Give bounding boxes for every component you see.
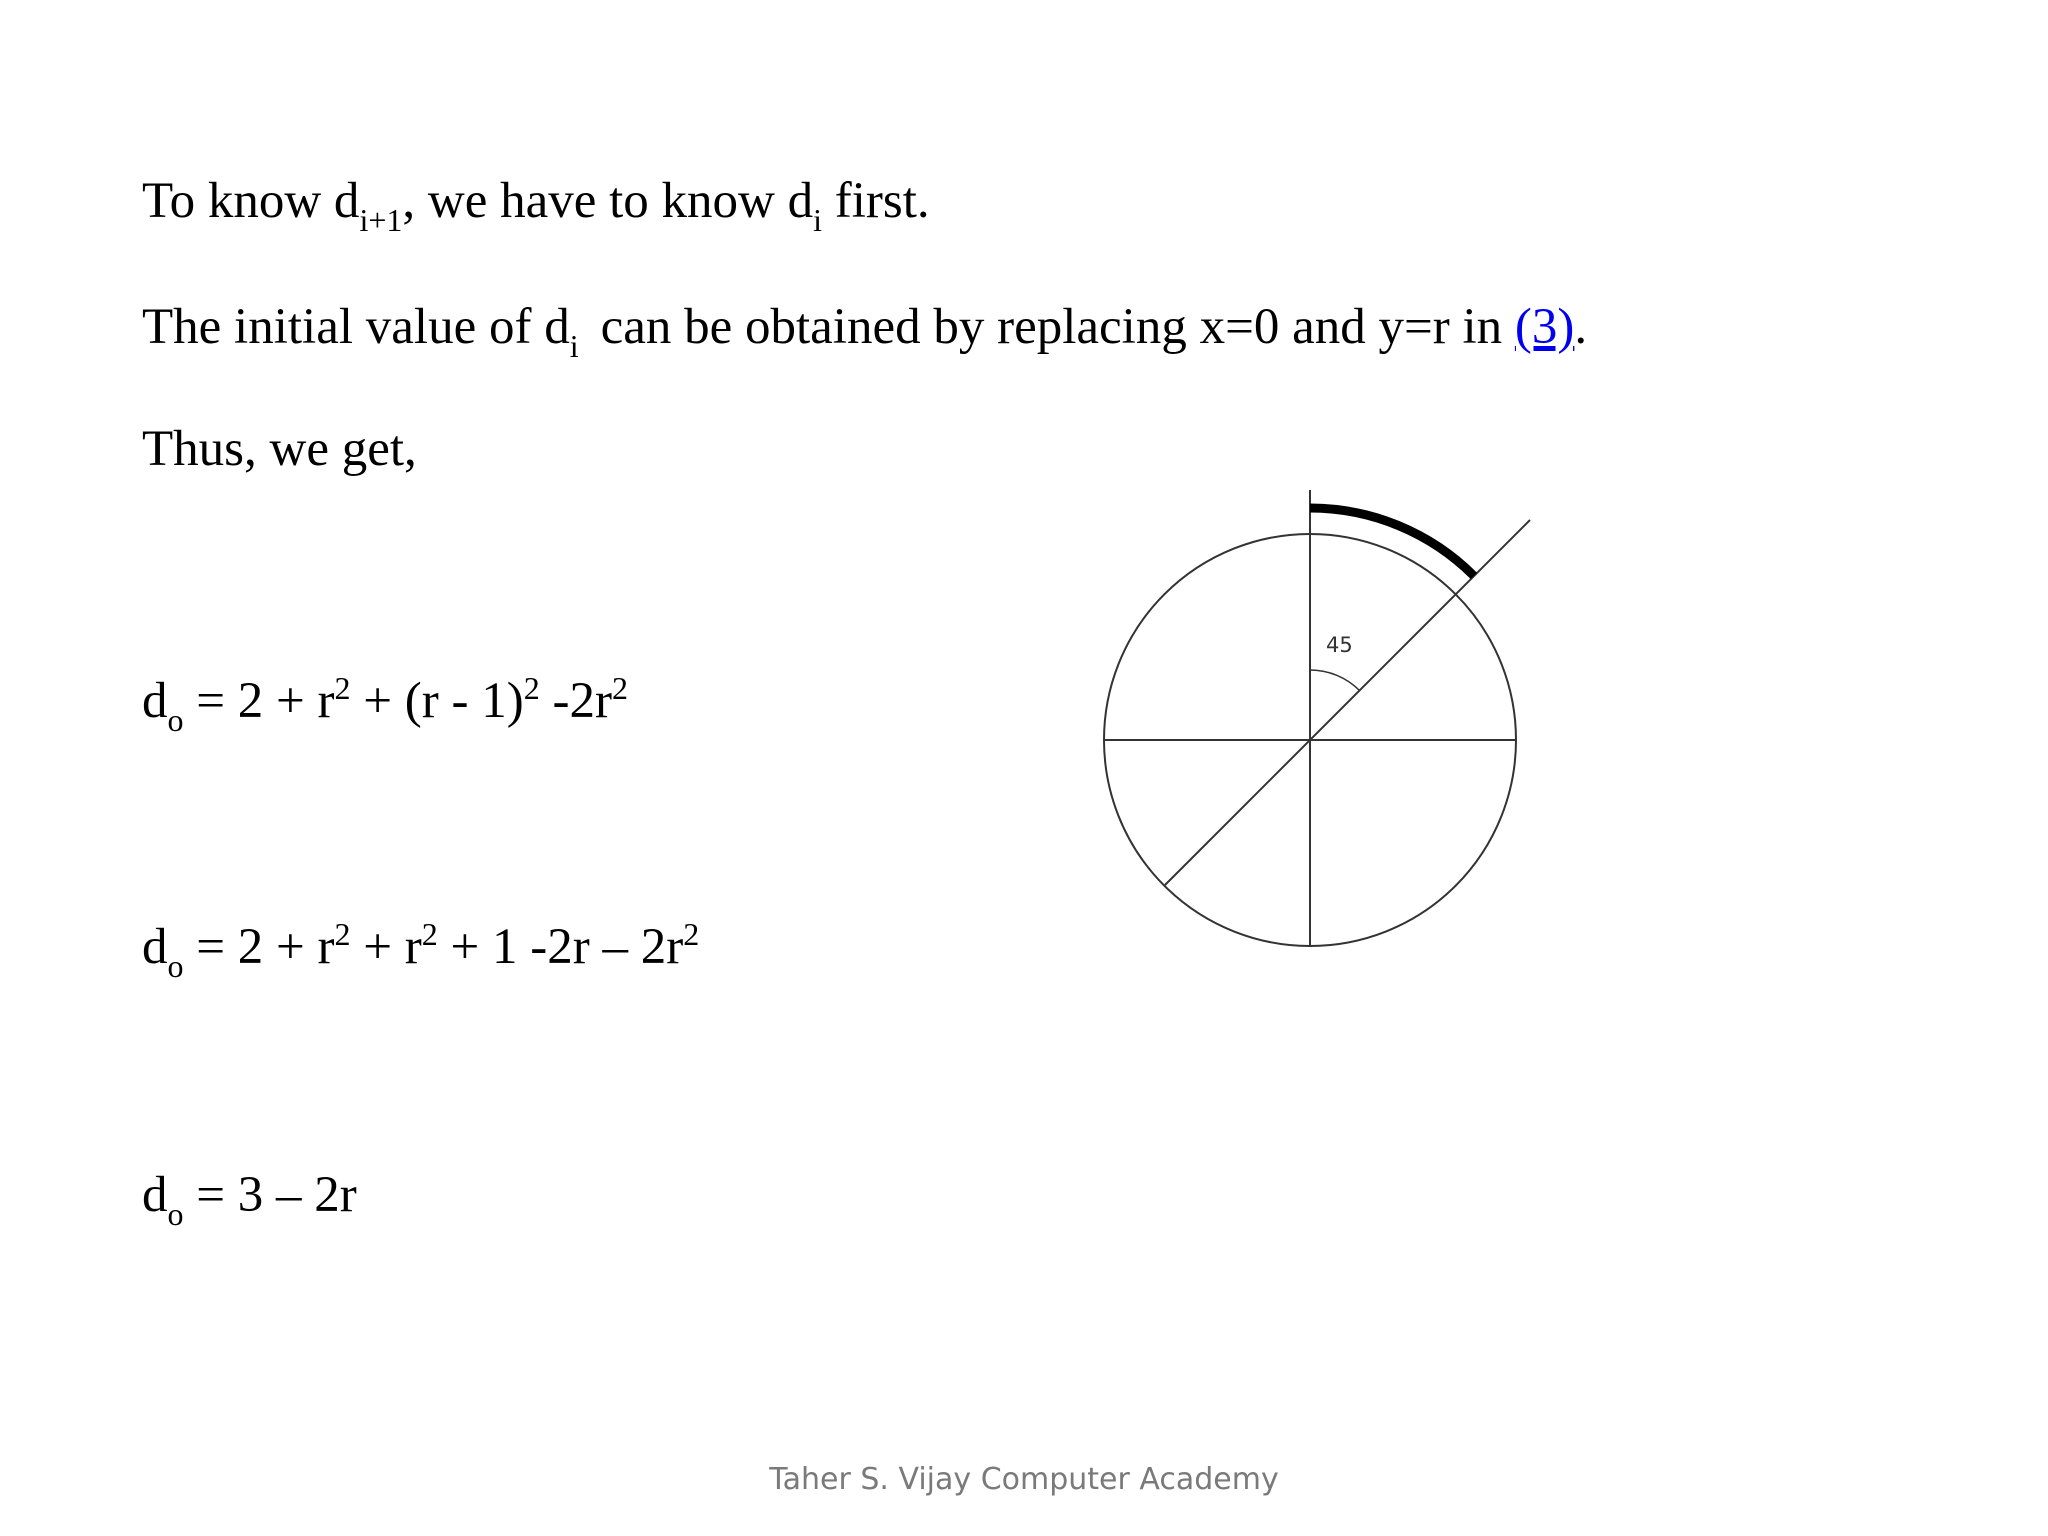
circle-octant-diagram <box>1090 480 1570 960</box>
superscript: 2 <box>523 670 540 706</box>
equation-3 <box>142 1167 357 1232</box>
equation-2 <box>142 916 700 984</box>
subscript: i <box>569 328 579 364</box>
subscript: o <box>167 702 184 738</box>
expr-fragment: = 2 + r <box>183 919 335 975</box>
subscript: o <box>167 1196 184 1232</box>
expr-fragment: + (r - 1) <box>350 673 524 729</box>
text-line-know-di <box>142 173 930 238</box>
text-fragment: first. <box>822 173 930 229</box>
superscript: 2 <box>683 916 700 952</box>
variable-d: d <box>142 1167 168 1223</box>
text-fragment: To know d <box>142 173 360 229</box>
subscript: i+1 <box>359 202 403 238</box>
text-fragment: The initial value of d <box>142 299 570 355</box>
text-fragment: . <box>1574 299 1588 355</box>
expr-fragment: + r <box>350 919 422 975</box>
equation-1 <box>142 670 628 738</box>
subscript: o <box>167 948 184 984</box>
variable-d: d <box>142 673 168 729</box>
superscript: 2 <box>421 916 438 952</box>
octant-arc <box>1310 508 1474 576</box>
text-fragment: can be obtained by replacing x=0 and y=r in <box>600 299 1515 355</box>
subscript: i <box>813 202 823 238</box>
superscript: 2 <box>334 916 351 952</box>
angle-arc <box>1310 670 1360 691</box>
expr-fragment: = 3 – 2r <box>183 1167 357 1223</box>
text-line-initial-value <box>142 299 1588 364</box>
expr-fragment: = 2 + r <box>183 673 335 729</box>
superscript: 2 <box>334 670 351 706</box>
equation-3-link[interactable]: (3) <box>1514 299 1575 355</box>
text-fragment: , we have to know d <box>402 173 814 229</box>
superscript: 2 <box>611 670 628 706</box>
variable-d: d <box>142 919 168 975</box>
footer-credit: Taher S. Vijay Computer Academy <box>769 1462 1279 1497</box>
expr-fragment: + 1 -2r – 2r <box>437 919 684 975</box>
text-line-thus: Thus, we get, <box>142 421 417 477</box>
angle-label: 45 <box>1326 633 1353 657</box>
expr-fragment: -2r <box>539 673 612 729</box>
